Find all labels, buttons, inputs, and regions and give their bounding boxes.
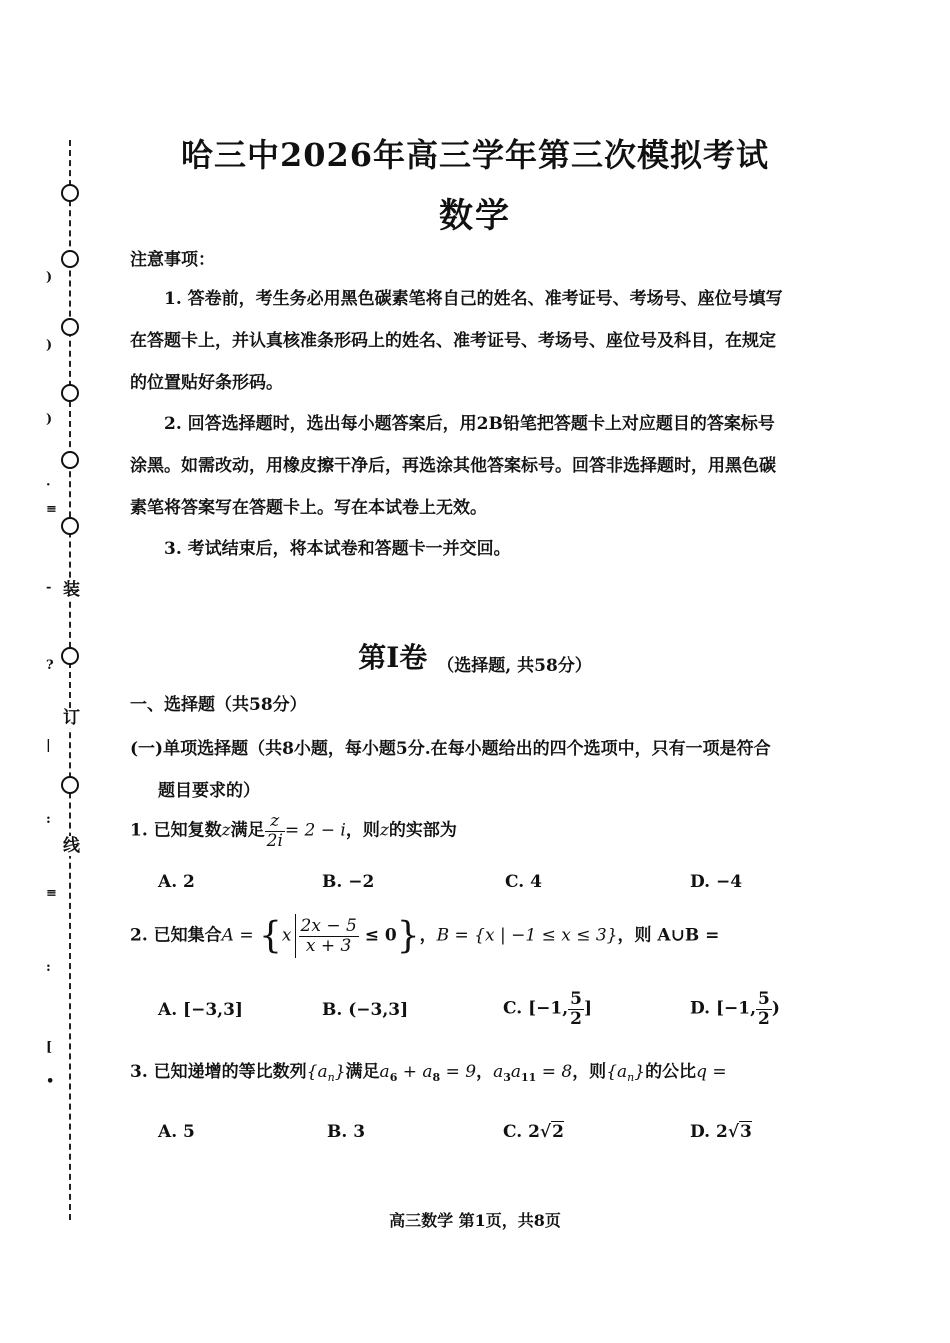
math-fraction (265, 812, 285, 850)
radicand: 2 (552, 1122, 564, 1142)
math-subscript: n (627, 1071, 635, 1084)
question-1-option-d (690, 872, 742, 892)
question-2 (130, 914, 719, 958)
notice-item-3 (130, 528, 830, 570)
math-subscript: 3 (503, 1071, 511, 1084)
margin-mark: ) (46, 270, 53, 285)
notice-line: 的位置贴好条形码。 (130, 373, 283, 393)
question-1-option-c (505, 872, 542, 892)
question-stem: ， (476, 1062, 494, 1082)
margin-mark: ? (46, 658, 54, 673)
option-value: 4 (530, 872, 542, 892)
fraction-denominator: 2i (266, 830, 283, 851)
subpart-heading-line1: (一)单项选择题（共8小题，每小题5分.在每小题给出的四个选项中，只有一项是符合 (130, 739, 771, 759)
fraction-numerator: 2x − 5 (300, 915, 357, 936)
math-expression: = 8 (536, 1062, 573, 1082)
option-label: A. (158, 1000, 178, 1020)
math-fraction (299, 917, 359, 955)
margin-mark: [ (46, 1040, 53, 1055)
option-label: A. (158, 1122, 178, 1142)
option-value: 2 (528, 1122, 540, 1142)
math-expression: {a (306, 1062, 328, 1082)
binding-char-zhuang: 装 (63, 580, 80, 600)
set-brace-close: } (396, 915, 420, 957)
question-stem: ，则 (345, 820, 380, 841)
option-value: [−1, (715, 998, 757, 1019)
binding-char-xian: 线 (63, 836, 80, 856)
math-subscript: n (327, 1071, 335, 1084)
option-value: ] (583, 998, 593, 1019)
notice-line: 3. 考试结束后，将本试卷和答题卡一并交回。 (164, 539, 511, 559)
binding-line (69, 140, 71, 1220)
math-expression: {a (606, 1062, 628, 1082)
margin-mark: ≡ (46, 886, 57, 901)
math-expression: = 2 − i (284, 820, 346, 841)
option-value: ) (771, 998, 780, 1019)
option-label: C. (505, 872, 525, 892)
question-3 (130, 1057, 727, 1084)
question-2-option-c (503, 990, 592, 1028)
subject-title: 数学 (439, 196, 511, 236)
question-1-option-b (322, 872, 374, 892)
question-stem: 满足 (230, 820, 265, 841)
question-stem: ，则 (572, 1062, 607, 1082)
math-expression: } (634, 1062, 646, 1082)
notice-line: 在答题卡上，并认真核准条形码上的姓名、准考证号、考场号、座位号及科目，在规定 (130, 331, 776, 351)
question-number: 1. (130, 820, 148, 841)
margin-mark: - (46, 580, 52, 595)
question-3-option-b (327, 1122, 365, 1142)
margin-mark: : (46, 812, 51, 827)
option-label: D. (690, 1122, 711, 1142)
option-value: −2 (348, 872, 375, 892)
option-label: D. (690, 872, 711, 892)
question-number: 3. (130, 1062, 148, 1082)
question-stem: 已知递增的等比数列 (153, 1062, 307, 1082)
margin-mark: ) (46, 338, 53, 353)
option-value: [−3,3] (183, 1000, 243, 1020)
fraction-denominator: x + 3 (305, 935, 352, 956)
option-label: C. (503, 998, 523, 1019)
option-label: B. (322, 872, 343, 892)
notice-line: 1. 答卷前，考生务必用黑色碳素笔将自己的姓名、准考证号、考场号、座位号填写 (164, 289, 783, 309)
notice-line: 涂黑。如需改动，用橡皮擦干净后，再选涂其他答案标号。回答非选择题时，用黑色碳 (130, 456, 776, 476)
math-var: x (281, 925, 292, 946)
question-stem: ， (419, 925, 437, 946)
math-subscript: 6 (389, 1071, 398, 1084)
math-var: a (510, 1062, 521, 1082)
notice-item-1 (130, 278, 830, 404)
question-number: 2. (130, 925, 148, 946)
math-var: z (379, 820, 389, 841)
option-label: C. (503, 1122, 523, 1142)
margin-mark: : (46, 960, 51, 975)
question-2-option-a (158, 1000, 243, 1020)
option-value: 3 (353, 1122, 366, 1142)
math-expression: ≤ 0 (364, 925, 397, 946)
question-2-option-d (690, 990, 780, 1028)
notice-item-2 (130, 403, 830, 529)
option-value: −4 (715, 872, 743, 892)
math-var: A = (221, 925, 260, 946)
margin-mark: ≡ (46, 502, 57, 517)
question-stem: 已知复数 (153, 820, 222, 841)
option-label: B. (322, 1000, 343, 1020)
binding-circle (61, 318, 79, 336)
math-var: z (221, 820, 231, 841)
option-value: 5 (183, 1122, 195, 1142)
question-1 (130, 812, 457, 850)
question-3-option-c: C. 2√2 (503, 1122, 564, 1142)
question-stem: 的实部为 (388, 820, 457, 841)
question-stem: 满足 (345, 1062, 380, 1082)
radicand: 3 (740, 1122, 752, 1142)
binding-circle (61, 384, 79, 402)
math-expression: } (334, 1062, 346, 1082)
math-fraction (756, 990, 772, 1028)
question-stem: 已知集合 (153, 925, 222, 946)
notice-heading: 注意事项： (130, 250, 215, 270)
question-stem: ，则 A∪B = (617, 925, 720, 946)
exam-title: 哈三中2026年高三学年第三次模拟考试 (180, 136, 770, 174)
math-fraction (568, 990, 584, 1028)
set-divider (295, 914, 296, 958)
margin-mark: ) (46, 412, 53, 427)
question-1-option-a (158, 872, 195, 892)
math-expression: + a (397, 1062, 433, 1082)
binding-circle (61, 517, 79, 535)
fraction-numerator: 5 (758, 989, 770, 1009)
binding-circle (61, 451, 79, 469)
option-label: D. (690, 998, 711, 1019)
section-title (0, 636, 950, 676)
margin-mark: • (46, 1074, 55, 1089)
question-stem: 的公比 (645, 1062, 697, 1082)
fraction-numerator: 5 (570, 989, 582, 1009)
math-var: a (379, 1062, 390, 1082)
question-2-option-b (322, 1000, 408, 1020)
math-subscript: 11 (521, 1071, 537, 1084)
notice-line: 2. 回答选择题时，选出每小题答案后，用2B铅笔把答题卡上对应题目的答案标号 (164, 414, 775, 434)
page-footer: 高三数学 第1页，共8页 (389, 1211, 561, 1230)
option-value: 2 (715, 1122, 728, 1142)
notice-line: 素笔将答案写在答题卡上。写在本试卷上无效。 (130, 498, 487, 518)
part-heading: 一、选择题（共58分） (130, 695, 307, 715)
option-value: 2 (183, 872, 195, 892)
fraction-denominator: 2 (758, 1008, 770, 1029)
math-expression: B = {x | −1 ≤ x ≤ 3} (436, 925, 618, 946)
math-subscript: 8 (432, 1071, 441, 1084)
math-var: a (493, 1062, 504, 1082)
section-title-main: 第I卷 (358, 641, 428, 674)
fraction-denominator: 2 (570, 1008, 582, 1029)
option-value: (−3,3] (348, 1000, 409, 1020)
binding-char-ding: 订 (63, 708, 80, 728)
option-label: B. (327, 1122, 348, 1142)
option-label: A. (158, 872, 178, 892)
fraction-numerator: z (265, 812, 285, 832)
question-3-option-a (158, 1122, 195, 1142)
margin-mark: | (46, 738, 51, 753)
question-3-option-d: D. 2√3 (690, 1122, 752, 1142)
subpart-heading-line2: 题目要求的） (158, 781, 260, 801)
set-brace-open: { (259, 915, 282, 957)
math-var: q = (696, 1062, 727, 1082)
margin-mark: · (46, 478, 51, 493)
section-subtitle: （选择题, 共58分） (437, 656, 592, 676)
option-value: [−1, (528, 998, 569, 1019)
binding-circle (61, 250, 79, 268)
math-expression: = 9 (440, 1062, 477, 1082)
binding-circle (61, 776, 79, 794)
